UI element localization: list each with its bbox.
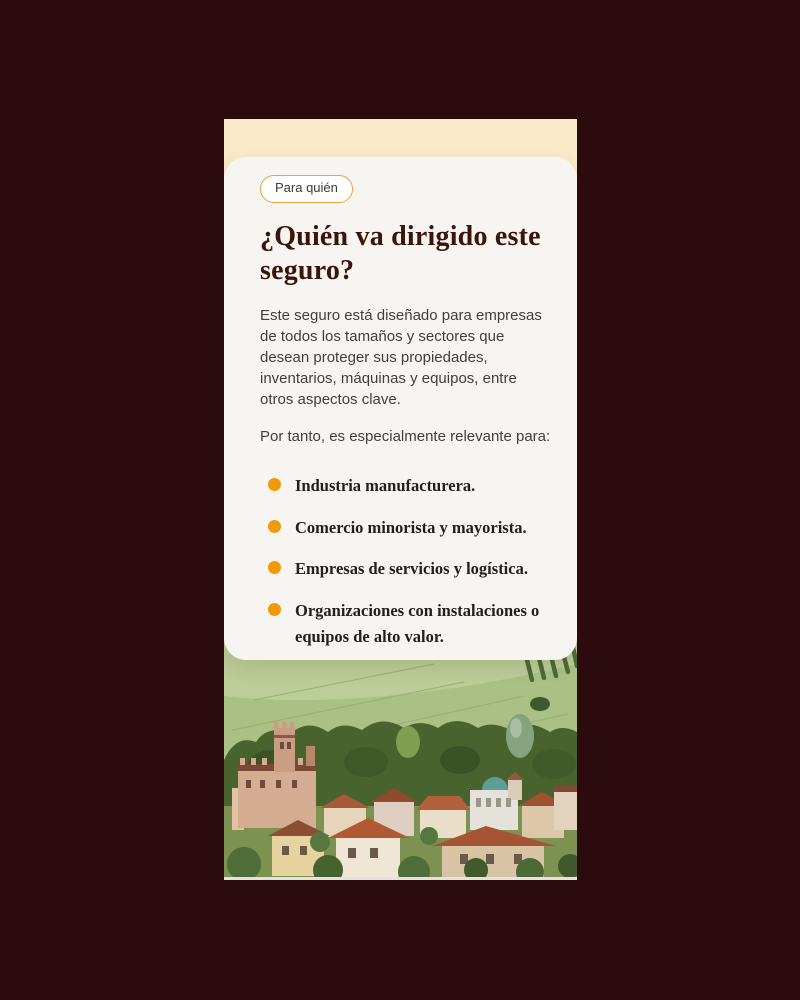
list-item-label: Empresas de servicios y logística. [295, 559, 528, 579]
list-item [268, 473, 551, 499]
audience-list [260, 473, 551, 649]
bullet-dot-icon [268, 520, 281, 533]
village-photo-illustration [224, 638, 577, 880]
list-item [268, 556, 551, 582]
bullet-dot-icon [268, 561, 281, 574]
list-item [268, 598, 551, 649]
list-item-label: Industria manufacturera. [295, 476, 476, 496]
list-item [268, 515, 551, 541]
intro-paragraph: Este seguro está diseñado para empresas de todos los tamaños y sectores que desean proteger sus propiedades, inventarios, máquinas y equipos, entre otros aspectos clave. [260, 307, 542, 409]
section-title [260, 220, 551, 288]
bullet-dot-icon [268, 603, 281, 616]
audience-card [224, 157, 577, 660]
list-item-label: Comercio minorista y mayorista. [295, 517, 527, 537]
section-title-line-1: ¿Quién va dirigido este [260, 220, 541, 252]
village-photo [224, 638, 577, 880]
content-column [224, 119, 577, 880]
lead-in-paragraph: Por tanto, es especialmente relevante para: [260, 428, 551, 446]
bullet-dot-icon [268, 478, 281, 491]
section-title-line-2: seguro? [260, 255, 355, 287]
list-item-label: Organizaciones con instalaciones o equipos de alto valor. [295, 600, 540, 646]
photo-bottom-edge [224, 877, 577, 880]
section-badge: Para quién [260, 175, 353, 203]
